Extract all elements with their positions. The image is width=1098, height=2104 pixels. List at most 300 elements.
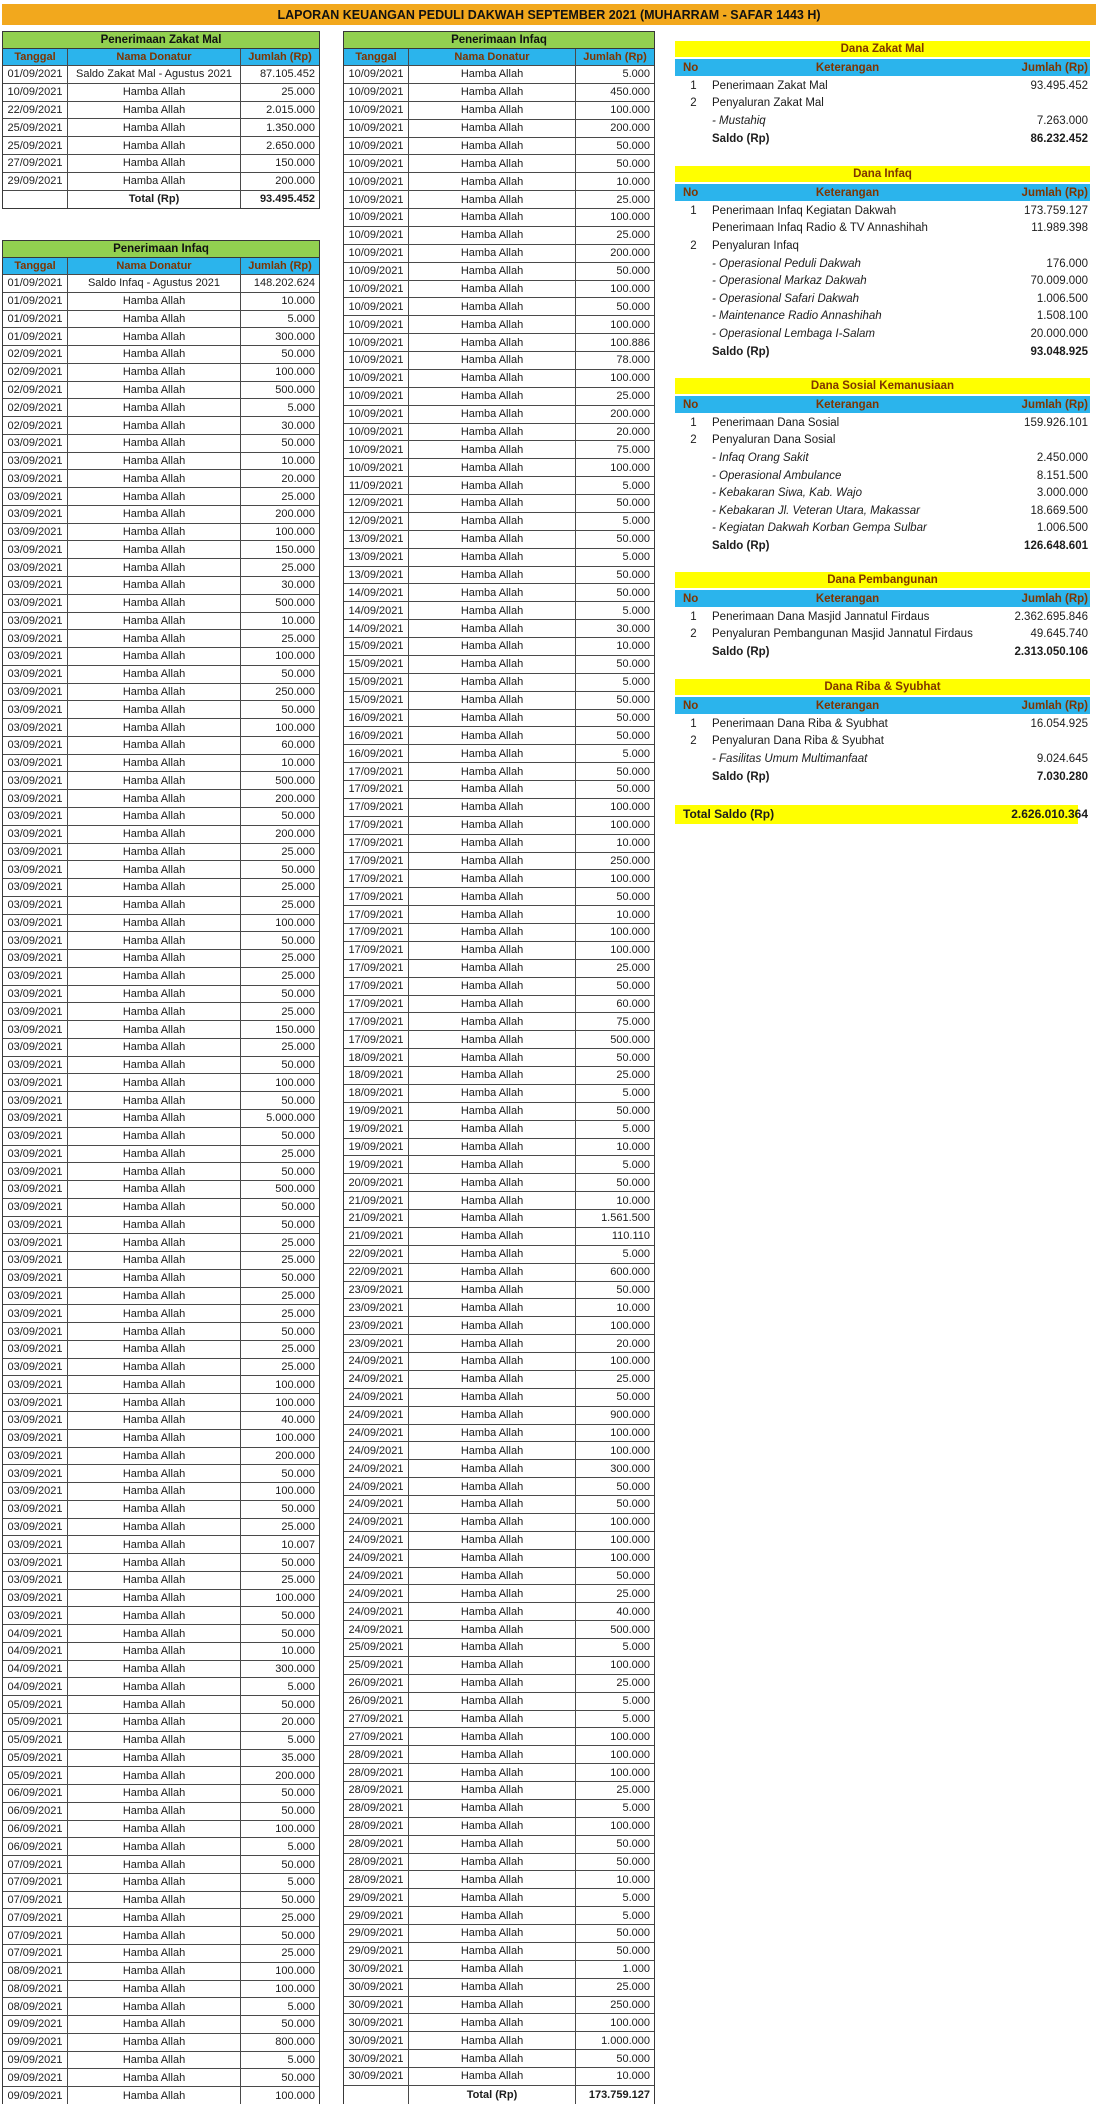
date-cell: 25/09/2021	[3, 137, 68, 154]
date-cell: 03/09/2021	[3, 932, 68, 949]
donor-cell: Hamba Allah	[68, 293, 241, 310]
date-cell: 19/09/2021	[344, 1103, 409, 1120]
date-cell: 04/09/2021	[3, 1625, 68, 1642]
summary-row	[675, 112, 1090, 130]
amount-cell: 110.110	[611, 1230, 650, 1243]
date-cell: 10/09/2021	[344, 138, 409, 155]
donor-cell: Hamba Allah	[409, 245, 576, 262]
donation-row	[3, 1110, 319, 1128]
donor-cell: Hamba Allah	[409, 513, 576, 530]
donor-cell: Hamba Allah	[409, 710, 576, 727]
donation-row	[344, 155, 654, 173]
donor-cell: Hamba Allah	[68, 399, 241, 416]
donation-row	[344, 1568, 654, 1586]
date-cell: 16/09/2021	[344, 745, 409, 762]
donation-row	[344, 281, 654, 299]
donation-row	[3, 1714, 319, 1732]
donation-row	[344, 513, 654, 531]
amount-cell: 10.000	[616, 908, 650, 921]
donor-cell: Hamba Allah	[68, 844, 241, 861]
donation-row	[3, 1430, 319, 1448]
donor-cell: Hamba Allah	[409, 1889, 576, 1906]
date-cell: 17/09/2021	[344, 870, 409, 887]
donation-row	[344, 334, 654, 352]
donation-row	[3, 932, 319, 950]
donation-row	[344, 549, 654, 567]
donation-row	[344, 710, 654, 728]
date-cell: 17/09/2021	[344, 888, 409, 905]
date-cell: 24/09/2021	[344, 1603, 409, 1620]
donor-cell: Hamba Allah	[409, 2068, 576, 2085]
donor-cell: Hamba Allah	[409, 227, 576, 244]
amount-cell: 100.000	[275, 526, 315, 539]
donation-row	[3, 453, 319, 471]
donation-row	[344, 316, 654, 334]
donation-row	[3, 1536, 319, 1554]
date-cell: 08/09/2021	[3, 1963, 68, 1980]
summary-section	[675, 572, 1090, 661]
amount-cell: 200.000	[275, 1769, 315, 1782]
amount-cell: 50.000	[281, 1059, 315, 1072]
donor-cell: Hamba Allah	[68, 1412, 241, 1429]
report-title: LAPORAN KEUANGAN PEDULI DAKWAH SEPTEMBER 2021 (MUHARRAM - SAFAR 1443 H)	[277, 7, 821, 22]
donor-cell: Hamba Allah	[409, 1389, 576, 1406]
donor-cell: Hamba Allah	[68, 2052, 241, 2069]
column-header: No	[683, 699, 699, 712]
total-amount: 173.759.127	[588, 2088, 650, 2101]
donation-row	[344, 924, 654, 942]
amount-cell: 100.000	[275, 1485, 315, 1498]
amount-cell: 25.000	[616, 1587, 650, 1600]
column-header: Tanggal	[3, 49, 68, 65]
donor-cell: Hamba Allah	[68, 1732, 241, 1749]
donation-row	[3, 311, 319, 329]
row-amount: 173.759.127	[1024, 204, 1088, 217]
donor-cell: Hamba Allah	[409, 1371, 576, 1388]
date-cell: 03/09/2021	[3, 1128, 68, 1145]
amount-cell: 2.650.000	[266, 139, 315, 152]
donor-cell: Hamba Allah	[68, 1714, 241, 1731]
date-cell: 09/09/2021	[3, 2087, 68, 2104]
donor-cell: Hamba Allah	[409, 656, 576, 673]
donor-cell: Hamba Allah	[409, 209, 576, 226]
donor-cell: Hamba Allah	[68, 1110, 241, 1127]
date-cell: 10/09/2021	[344, 281, 409, 298]
donation-row	[3, 119, 319, 137]
donation-row	[3, 382, 319, 400]
donation-row	[344, 2050, 654, 2068]
donor-cell: Hamba Allah	[409, 1532, 576, 1549]
donor-cell: Hamba Allah	[409, 1085, 576, 1102]
summary-row	[675, 768, 1090, 786]
summary-row	[675, 272, 1090, 290]
donor-cell: Hamba Allah	[409, 1282, 576, 1299]
amount-cell: 78.000	[616, 354, 650, 367]
donation-row	[3, 719, 319, 737]
date-cell: 03/09/2021	[3, 666, 68, 683]
total-saldo-label: Total Saldo (Rp)	[675, 805, 1078, 824]
summary-header-row	[675, 59, 1090, 76]
amount-cell: 100.000	[610, 318, 650, 331]
amount-cell: 50.000	[616, 1391, 650, 1404]
table-title: Penerimaan Zakat Mal	[3, 32, 319, 49]
date-cell: 03/09/2021	[3, 772, 68, 789]
donation-row	[344, 1103, 654, 1121]
date-cell: 03/09/2021	[3, 1465, 68, 1482]
donor-cell: Hamba Allah	[68, 897, 241, 914]
donor-cell: Hamba Allah	[409, 495, 576, 512]
donation-row	[344, 1907, 654, 1925]
donation-row	[344, 388, 654, 406]
donation-row	[3, 1874, 319, 1892]
date-cell: 04/09/2021	[3, 1661, 68, 1678]
summary-row	[675, 643, 1090, 661]
donation-row	[344, 66, 654, 84]
amount-cell: 50.000	[281, 988, 315, 1000]
donor-cell: Hamba Allah	[68, 1305, 241, 1322]
donation-row	[344, 996, 654, 1014]
donation-row	[344, 1782, 654, 1800]
donor-cell: Hamba Allah	[409, 1335, 576, 1352]
donation-row	[344, 1139, 654, 1157]
date-cell: 03/09/2021	[3, 1519, 68, 1536]
donation-row	[3, 1128, 319, 1146]
amount-cell: 200.000	[275, 792, 315, 805]
date-cell: 10/09/2021	[344, 424, 409, 441]
donation-row	[3, 1909, 319, 1927]
amount-cell: 35.000	[281, 1751, 315, 1764]
column-header: Jumlah (Rp)	[1021, 398, 1088, 411]
donation-row	[3, 1785, 319, 1803]
donation-row	[3, 417, 319, 435]
donation-row	[344, 1442, 654, 1460]
date-cell: 01/09/2021	[3, 293, 68, 310]
amount-cell: 150.000	[275, 1023, 315, 1036]
donation-row	[3, 1039, 319, 1057]
amount-cell: 5.000	[622, 1123, 650, 1136]
amount-cell: 50.000	[616, 1105, 650, 1118]
donation-row	[344, 978, 654, 996]
donor-cell: Hamba Allah	[409, 531, 576, 548]
date-cell: 03/09/2021	[3, 1394, 68, 1411]
date-cell: 24/09/2021	[344, 1389, 409, 1406]
date-cell: 21/09/2021	[344, 1210, 409, 1227]
date-cell: 28/09/2021	[344, 1818, 409, 1835]
amount-cell: 10.000	[616, 1873, 650, 1886]
row-amount: 126.648.601	[1024, 539, 1088, 552]
donor-cell: Hamba Allah	[68, 1927, 241, 1944]
date-cell: 17/09/2021	[344, 978, 409, 995]
date-cell: 19/09/2021	[344, 1156, 409, 1173]
summary-row	[675, 432, 1090, 450]
amount-cell: 5.000	[287, 312, 315, 325]
date-cell: 19/09/2021	[344, 1121, 409, 1138]
amount-cell: 450.000	[610, 86, 650, 99]
amount-cell: 5.000	[622, 1641, 650, 1654]
amount-cell: 50.000	[616, 157, 650, 170]
date-cell: 06/09/2021	[3, 1803, 68, 1820]
donation-row	[3, 1003, 319, 1021]
amount-cell: 5.000	[622, 515, 650, 528]
date-cell: 03/09/2021	[3, 1110, 68, 1127]
amount-cell: 50.000	[281, 1325, 315, 1338]
donation-row	[344, 120, 654, 138]
donation-row	[3, 861, 319, 879]
date-cell: 10/09/2021	[3, 84, 68, 101]
donor-cell: Hamba Allah	[409, 370, 576, 387]
date-cell: 03/09/2021	[3, 1448, 68, 1465]
row-amount: 2.362.695.846	[1014, 610, 1088, 623]
row-label: Penyaluran Dana Riba & Syubhat	[712, 735, 884, 748]
amount-cell: 50.000	[616, 1927, 650, 1940]
summary-section	[675, 679, 1090, 785]
summary-row	[675, 733, 1090, 751]
donor-cell: Hamba Allah	[409, 1997, 576, 2014]
amount-cell: 100.000	[610, 211, 650, 224]
amount-cell: 5.000	[622, 1695, 650, 1708]
donation-row	[3, 1590, 319, 1608]
date-cell: 07/09/2021	[3, 1909, 68, 1926]
donor-cell: Hamba Allah	[68, 1572, 241, 1589]
donor-cell: Hamba Allah	[409, 1049, 576, 1066]
date-cell: 02/09/2021	[3, 346, 68, 363]
amount-cell: 25.000	[616, 1981, 650, 1994]
donation-row	[344, 942, 654, 960]
date-cell: 24/09/2021	[344, 1460, 409, 1477]
donor-cell: Hamba Allah	[409, 1353, 576, 1370]
donor-cell: Hamba Allah	[409, 906, 576, 923]
donor-cell: Hamba Allah	[409, 1407, 576, 1424]
amount-cell: 100.000	[610, 1659, 650, 1672]
date-cell: 17/09/2021	[344, 924, 409, 941]
amount-cell: 50.000	[281, 1556, 315, 1569]
donor-cell: Hamba Allah	[409, 870, 576, 887]
donation-row	[3, 950, 319, 968]
donor-cell: Hamba Allah	[409, 1067, 576, 1084]
infaq-table-continued	[343, 31, 655, 2104]
donation-row	[3, 1981, 319, 1999]
amount-cell: 1.000.000	[601, 2034, 650, 2047]
donor-cell: Hamba Allah	[68, 119, 241, 136]
donation-row	[3, 1625, 319, 1643]
donor-cell: Hamba Allah	[409, 1264, 576, 1281]
date-cell: 24/09/2021	[344, 1371, 409, 1388]
donor-cell: Hamba Allah	[68, 1643, 241, 1660]
date-cell: 17/09/2021	[344, 1031, 409, 1048]
donor-cell: Hamba Allah	[68, 1998, 241, 2015]
donor-cell: Hamba Allah	[68, 364, 241, 381]
donation-row	[3, 137, 319, 155]
donation-row	[344, 406, 654, 424]
donor-cell: Hamba Allah	[409, 1603, 576, 1620]
amount-cell: 50.000	[616, 533, 650, 546]
donor-cell: Hamba Allah	[409, 2050, 576, 2067]
amount-cell: 25.000	[281, 1290, 315, 1303]
date-cell: 03/09/2021	[3, 488, 68, 505]
donation-row	[3, 1217, 319, 1235]
date-cell: 03/09/2021	[3, 648, 68, 665]
amount-cell: 100.000	[275, 1378, 315, 1391]
donor-cell: Hamba Allah	[68, 1750, 241, 1767]
donation-row	[3, 1643, 319, 1661]
donor-cell: Hamba Allah	[68, 1767, 241, 1784]
donor-cell: Hamba Allah	[68, 1803, 241, 1820]
summary-row	[675, 467, 1090, 485]
amount-cell: 25.000	[281, 1343, 315, 1356]
row-amount: 1.508.100	[1036, 310, 1088, 323]
row-amount: 16.054.925	[1030, 717, 1088, 730]
donor-cell: Hamba Allah	[409, 1174, 576, 1191]
amount-cell: 50.000	[616, 1283, 650, 1296]
donor-cell: Hamba Allah	[68, 595, 241, 612]
donor-cell: Hamba Allah	[409, 924, 576, 941]
date-cell: 03/09/2021	[3, 684, 68, 701]
amount-cell: 50.000	[281, 1272, 315, 1285]
amount-cell: 100.000	[610, 1820, 650, 1833]
date-cell: 30/09/2021	[344, 2050, 409, 2067]
date-cell: 03/09/2021	[3, 915, 68, 932]
table-title: Penerimaan Infaq	[3, 241, 319, 258]
donor-cell: Hamba Allah	[409, 1693, 576, 1710]
donor-cell: Hamba Allah	[409, 1961, 576, 1978]
amount-cell: 10.007	[281, 1538, 315, 1551]
donor-cell: Hamba Allah	[68, 986, 241, 1003]
donor-cell: Hamba Allah	[409, 1746, 576, 1763]
donation-row	[3, 844, 319, 862]
donation-row	[344, 1371, 654, 1389]
date-cell: 25/09/2021	[344, 1639, 409, 1656]
date-cell: 10/09/2021	[344, 227, 409, 244]
donation-row	[3, 684, 319, 702]
donor-cell: Hamba Allah	[68, 1217, 241, 1234]
date-cell: 03/09/2021	[3, 1341, 68, 1358]
donation-row	[3, 399, 319, 417]
amount-cell: 5.000	[622, 1909, 650, 1922]
amount-cell: 50.000	[616, 980, 650, 993]
donor-cell: Hamba Allah	[68, 524, 241, 541]
donation-row	[344, 2014, 654, 2032]
donation-row	[3, 826, 319, 844]
donor-cell: Hamba Allah	[409, 102, 576, 119]
date-cell: 06/09/2021	[3, 1785, 68, 1802]
donor-cell: Hamba Allah	[68, 470, 241, 487]
donor-cell: Hamba Allah	[409, 692, 576, 709]
row-number: 2	[690, 628, 697, 641]
amount-cell: 100.000	[610, 282, 650, 295]
date-cell: 03/09/2021	[3, 1536, 68, 1553]
row-label: - Infaq Orang Sakit	[712, 451, 809, 464]
donor-cell: Hamba Allah	[409, 352, 576, 369]
row-amount: 7.263.000	[1036, 114, 1088, 127]
date-cell: 27/09/2021	[3, 155, 68, 172]
amount-cell: 5.000	[287, 1876, 315, 1889]
amount-cell: 25.000	[281, 1307, 315, 1320]
amount-cell: 1.000	[622, 1963, 650, 1976]
amount-cell: 10.000	[616, 837, 650, 850]
amount-cell: 50.000	[281, 810, 315, 823]
amount-cell: 200.000	[610, 408, 650, 421]
donor-cell: Hamba Allah	[409, 120, 576, 137]
amount-cell: 100.000	[275, 1982, 315, 1995]
amount-cell: 100.000	[275, 650, 315, 663]
donation-row	[3, 488, 319, 506]
amount-cell: 100.000	[275, 1965, 315, 1978]
date-cell: 14/09/2021	[344, 584, 409, 601]
donation-row	[3, 1341, 319, 1359]
donor-cell: Hamba Allah	[409, 978, 576, 995]
donor-cell: Hamba Allah	[68, 1181, 241, 1198]
donation-row	[3, 328, 319, 346]
donor-cell: Hamba Allah	[409, 1836, 576, 1853]
donation-row	[3, 968, 319, 986]
donation-row	[3, 1394, 319, 1412]
amount-cell: 50.000	[281, 1503, 315, 1516]
donation-row	[344, 1460, 654, 1478]
donation-row	[3, 790, 319, 808]
donor-cell: Hamba Allah	[68, 311, 241, 328]
date-cell: 10/09/2021	[344, 191, 409, 208]
donation-row	[3, 1288, 319, 1306]
amount-cell: 250.000	[610, 854, 650, 867]
donor-cell: Hamba Allah	[68, 1074, 241, 1091]
amount-cell: 25.000	[616, 193, 650, 206]
row-label: Penerimaan Infaq Kegiatan Dakwah	[712, 204, 897, 217]
summary-section	[675, 378, 1090, 555]
donor-cell: Hamba Allah	[409, 1854, 576, 1871]
column-header: Jumlah (Rp)	[583, 51, 647, 63]
amount-cell: 60.000	[281, 739, 315, 752]
donor-cell: Hamba Allah	[68, 1252, 241, 1269]
summary-header-row	[675, 697, 1090, 714]
column-header: Tanggal	[3, 258, 68, 274]
date-cell: 17/09/2021	[344, 942, 409, 959]
amount-cell: 250.000	[275, 685, 315, 698]
donation-row	[3, 541, 319, 559]
row-label: - Operasional Markaz Dakwah	[712, 275, 867, 288]
amount-cell: 100.000	[610, 104, 650, 117]
row-label: - Kebakaran Jl. Veteran Utara, Makassar	[712, 504, 920, 517]
donor-cell: Hamba Allah	[409, 1460, 576, 1477]
amount-cell: 50.000	[616, 1498, 650, 1511]
amount-cell: 25.000	[281, 952, 315, 965]
donor-cell: Hamba Allah	[409, 1925, 576, 1942]
table-header-row	[344, 49, 654, 66]
donor-cell: Hamba Allah	[409, 1657, 576, 1674]
date-cell: 02/09/2021	[3, 417, 68, 434]
donation-row	[344, 1871, 654, 1889]
donation-row	[3, 435, 319, 453]
amount-cell: 5.000	[622, 1802, 650, 1815]
donor-cell: Hamba Allah	[409, 1317, 576, 1334]
date-cell: 23/09/2021	[344, 1317, 409, 1334]
donor-cell: Hamba Allah	[409, 1675, 576, 1692]
donation-row	[3, 2087, 319, 2104]
donor-cell: Hamba Allah	[68, 559, 241, 576]
amount-cell: 5.000	[287, 1680, 315, 1693]
donation-row	[3, 1572, 319, 1590]
donation-row	[344, 835, 654, 853]
donation-row	[344, 1514, 654, 1532]
amount-cell: 50.000	[616, 765, 650, 778]
date-cell: 16/09/2021	[344, 727, 409, 744]
date-cell: 10/09/2021	[344, 120, 409, 137]
date-cell: 09/09/2021	[3, 2052, 68, 2069]
date-cell: 10/09/2021	[344, 352, 409, 369]
date-cell: 30/09/2021	[344, 2068, 409, 2085]
date-cell: 10/09/2021	[344, 459, 409, 476]
donation-row	[344, 1496, 654, 1514]
row-amount: 1.006.500	[1036, 292, 1088, 305]
